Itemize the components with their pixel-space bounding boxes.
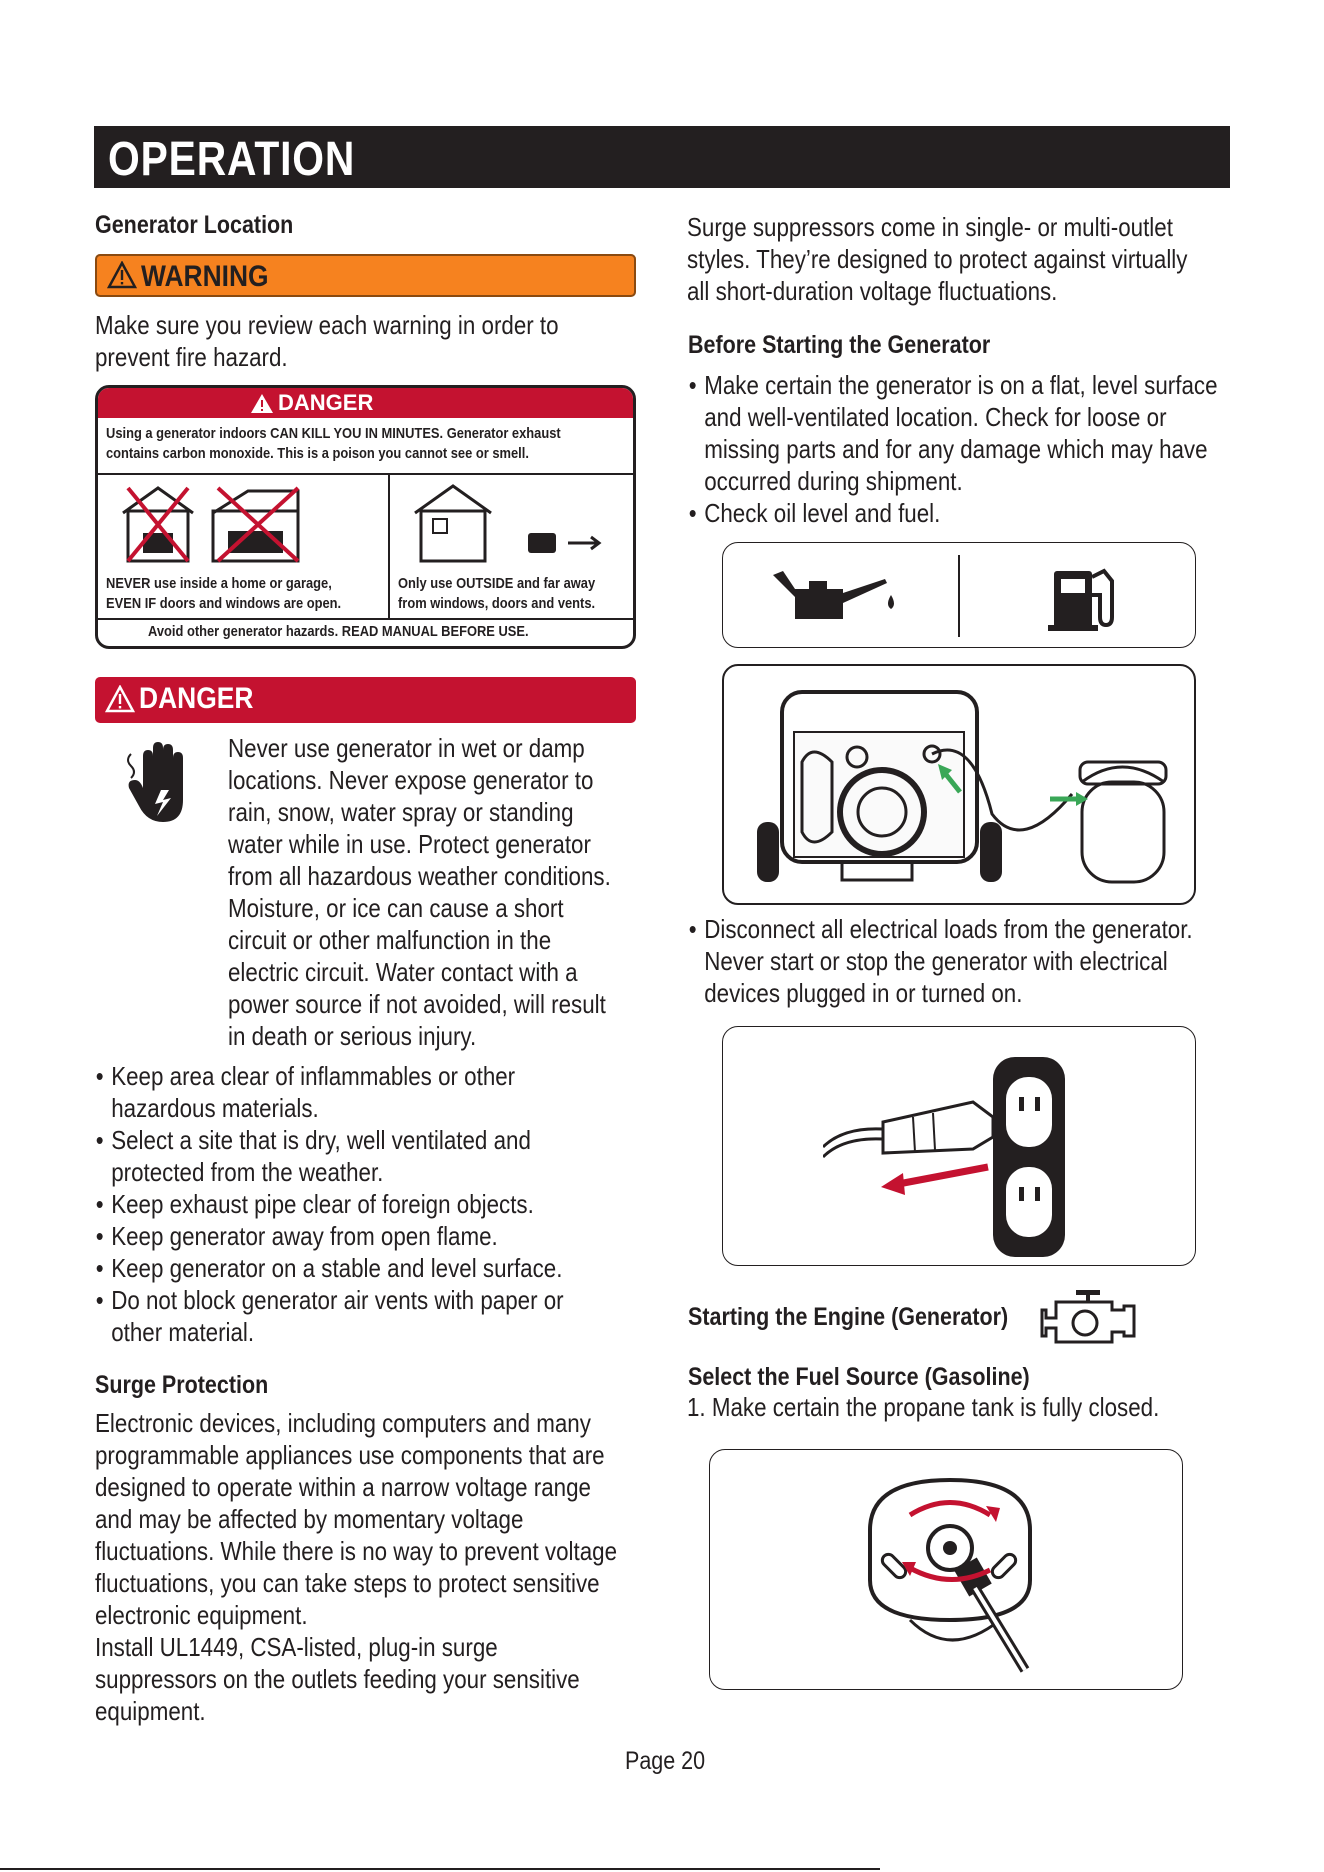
danger-bar xyxy=(95,677,636,723)
surge-suppressor-text: Surge suppressors come in single- or multi-outlet styles. They’re designed to protect against virtually all short-duration voltage fluctuations. xyxy=(687,212,1188,306)
location-bullet-list xyxy=(94,1060,564,1348)
plug-outlet-drawing xyxy=(823,1057,1103,1257)
label-header-text: DANGER xyxy=(278,390,374,415)
fuel-source-heading: Select the Fuel Source (Gasoline) xyxy=(688,1363,1030,1391)
label-intro: Using a generator indoors CAN KILL YOU IN MINUTES. Generator exhaust contains carbon monoxide. This is a poison you cannot see or smell. xyxy=(106,425,561,462)
surge-protection-text: Electronic devices, including computers and many programmable appliances use components that are designed to operate within a narrow voltage range and may be affected by momentary voltage fluctuations. While there is no way to prevent voltage fluctuations, you can take steps to protect sensitive electronic equipment. Install UL1449, CSA-listed, plug-in surge suppressors on the outlets feeding your sensitive equipment. xyxy=(95,1408,618,1726)
bottom-rule xyxy=(0,1868,880,1870)
warning-text: Make sure you review each warning in order to prevent fire hazard. xyxy=(95,310,559,372)
unplug-illustration xyxy=(722,1026,1196,1266)
danger-label-sticker xyxy=(95,385,636,649)
danger-label: DANGER xyxy=(139,682,254,715)
list-item: • Disconnect all electrical loads from the generator. Never start or stop the generator with electrical devices plugged in or turned on. xyxy=(687,913,1193,1009)
propane-valve-drawing xyxy=(850,1470,1050,1675)
generator-propane-illustration xyxy=(722,664,1196,905)
surge-protection-heading: Surge Protection xyxy=(95,1371,269,1399)
never-inside-text: NEVER use inside a home or garage, EVEN IF doors and windows are open. xyxy=(106,575,342,612)
danger-text: Never use generator in wet or damp locations. Never expose generator to rain, snow, water spray or standing water while in use. Protect generator from all hazardous weather conditions. Moisture, or ice can cause a short circuit or other malfunction in the electric circuit. Water contact with a power source if not avoided, will result in death or serious injury. xyxy=(228,733,611,1051)
list-item: • Keep generator away from open flame. xyxy=(94,1220,564,1252)
propane-valve-illustration xyxy=(709,1449,1183,1690)
warning-triangle-icon xyxy=(105,685,135,713)
indoor-forbidden-icon xyxy=(118,483,373,563)
label-footer: Avoid other generator hazards. READ MANUAL BEFORE USE. xyxy=(148,623,529,640)
electric-shock-hand-icon xyxy=(125,742,195,824)
list-item: • Select a site that is dry, well ventilated and protected from the weather. xyxy=(94,1124,564,1188)
label-header xyxy=(98,388,633,418)
section-banner xyxy=(94,126,1230,188)
list-item: • Make certain the generator is on a flat, level surface and well-ventilated location. Check for loose or missing parts and for any damage which may have occurred during shipment. xyxy=(687,369,1218,497)
warning-bar xyxy=(95,254,636,297)
outdoor-use-icon xyxy=(413,483,623,563)
warning-triangle-icon xyxy=(107,261,137,289)
list-item: • Do not block generator air vents with paper or other material. xyxy=(94,1284,564,1348)
list-item: • Keep exhaust pipe clear of foreign objects. xyxy=(94,1188,564,1220)
warning-label: WARNING xyxy=(141,260,269,293)
disconnect-list xyxy=(687,913,1193,1009)
oil-fuel-illustration xyxy=(722,542,1196,648)
before-starting-heading: Before Starting the Generator xyxy=(688,331,991,359)
generator-location-heading: Generator Location xyxy=(95,211,294,239)
list-item: • Keep generator on a stable and level surface. xyxy=(94,1252,564,1284)
list-item: • Keep area clear of inflammables or other hazardous materials. xyxy=(94,1060,564,1124)
warning-triangle-icon xyxy=(250,393,274,414)
section-title: OPERATION xyxy=(108,133,356,186)
starting-engine-heading: Starting the Engine (Generator) xyxy=(688,1303,1009,1331)
step-1-text: 1. Make certain the propane tank is fully closed. xyxy=(687,1392,1160,1422)
engine-icon xyxy=(1040,1288,1138,1346)
oil-can-icon xyxy=(773,567,903,627)
list-item: • Check oil level and fuel. xyxy=(687,497,1218,529)
fuel-pump-icon xyxy=(1048,567,1138,633)
page-number: Page 20 xyxy=(625,1747,706,1775)
outside-only-text: Only use OUTSIDE and far away from windows, doors and vents. xyxy=(398,575,596,612)
before-starting-list xyxy=(687,369,1218,529)
generator-propane-drawing xyxy=(732,672,1192,900)
